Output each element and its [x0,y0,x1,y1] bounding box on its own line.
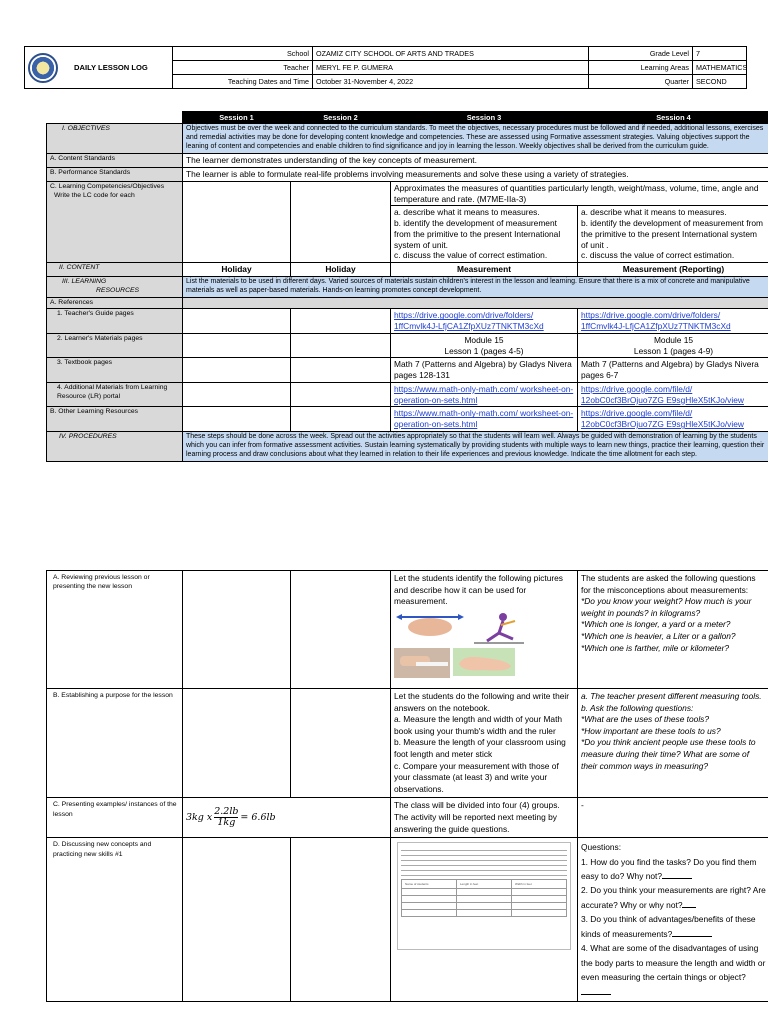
competency-item: c. discuss the value of correct estimation. [394,250,548,261]
content-s4: Measurement (Reporting) [578,263,768,277]
step-b-item: Let the students do the following and write their answers on the notebook. [394,691,570,713]
other-label: B. Other Learning Resources [47,407,183,432]
measurement-pictures [394,611,574,678]
resources-label-1: III. LEARNING [62,277,107,285]
content-s3: Measurement [391,263,578,277]
objectives-text: Objectives must be over the week and connected to the curriculum standards. To meet the objectives, necessary procedures must be followed and if needed, additional lessons, exercises and remedial activities may be done for developing content knowledge and competencies. These are assessed using Formative assessment strategies. Valuing objectives support the leaning of content and competencies and enable children to find significance and joy in learning the lesson. Weekly objectives shall be derived from the curriculum guide. [183,124,768,154]
procedures-label: IV. PROCEDURES [47,431,183,461]
step-d-item: Questions: [581,842,622,853]
worksheet-col-header: Name of students [402,880,457,889]
lm-s1 [183,333,291,358]
procedures-text: These steps should be done across the week. Spread out the activities appropriately so that the students will learn well. Always be guided with demonstration of learning by the students which you can infer from formative assessment activities. Sustain learning systematically by providing students with multiple ways to learn new things, practice their learning, question their learning process and draw conclusions about what they learned in relation to their life experiences and previous knowledge. Indicate the time allotment for each step. [183,431,768,461]
competencies-s1 [183,181,291,262]
competency-item: c. discuss the value of correct estimation. [581,250,735,261]
step-c-s3: The class will be divided into four (4) groups. The activity will be reported next meeting by answering the guide questions. [391,798,578,838]
competencies-s4 [578,206,768,263]
step-a-s3-text: Let the students identify the following pictures and describe how it can be used for measurement. [394,573,563,607]
competencies-title: C. Learning Competencies/Objectives [50,182,165,190]
question-item: *Which one is farther, mile or kilometer? [581,642,730,653]
lm-label: 2. Learner's Materials pages [47,333,183,358]
step-b-item: *How important are these tools to us? [581,725,721,736]
tg-s2 [291,309,391,334]
tb-label: 3. Textbook pages [47,358,183,383]
session-4-header: Session 4 [578,112,768,124]
step-b-item: *What are the uses of these tools? [581,714,710,725]
grade-label: Grade Level [589,47,693,61]
step-b-item: *Do you think ancient people use these tools to measure during their time? What are some of their common ways in measuring? [581,737,756,771]
lesson-table [46,111,768,462]
quarter-value: SECOND [693,75,747,89]
area-value: MATHEMATICS [693,61,747,75]
lm-s2 [291,333,391,358]
other-s4 [578,407,768,432]
competency-item: a. describe what it means to measures. [394,207,540,218]
grade-value: 7 [693,47,747,61]
lesson-log-header [24,46,747,89]
lm-s3 [391,333,578,358]
step-a-s2 [291,571,391,689]
content-standards-label: A. Content Standards [47,154,183,168]
foot-picture [453,648,515,676]
step-c-label: C. Presenting examples/ instances of the lesson [47,798,183,838]
performance-standards-label: B. Performance Standards [47,168,183,182]
tg-s3-link[interactable]: https://drive.google.com/drive/folders/ 1ffCmvlk4J-LfjCA1ZfpXUz7TNKTM3cXd [394,310,544,332]
am-label: 4. Additional Materials from Learning Resource (LR) portal [47,382,183,407]
content-label: II. CONTENT [47,263,183,277]
lm-s4-module: Module 15 [653,334,694,345]
content-standards-text: The learner demonstrates understanding of the key concepts of measurement. [183,154,768,168]
tg-s1 [183,309,291,334]
resources-label [47,276,183,297]
am-s4-link[interactable]: https://drive.google.com/file/d/ 12obC0cf3BrOjuo7ZG E9sgHleX5tKJo/view [581,383,744,405]
am-s1 [183,382,291,407]
formula-fraction [214,807,238,829]
lm-s4 [578,333,768,358]
step-b-item: a. The teacher present different measuring tools. [581,691,762,701]
dates-label: Teaching Dates and Time [173,75,313,89]
competencies-text: Approximates the measures of quantities particularly length, weight/mass, volume, time, angle and temperature and rate. (M7ME-IIa-3) [391,181,768,206]
runner-picture [469,611,529,645]
other-s2 [291,407,391,432]
step-a-label: A. Reviewing previous lesson or presenting the new lesson [47,571,183,689]
worksheet-table [401,879,567,917]
other-s3 [391,407,578,432]
competency-item: b. identify the development of measurement from the primitive to the present International system of unit. [394,218,561,250]
page-title: DAILY LESSON LOG [74,63,148,72]
session-3-header: Session 3 [391,112,578,124]
area-label: Learning Areas [589,61,693,75]
references-spacer [183,297,768,309]
am-s3-link[interactable]: https://www.math-only-math.com/ worksheet-on-operation-on-sets.html [394,383,574,405]
corner-cell [47,112,183,124]
worksheet-col-header: Length in feet [457,880,512,889]
formula-result: = 6.6lb [240,811,276,823]
teacher-label: Teacher [173,61,313,75]
school-label: School [173,47,313,61]
step-c-s4: - [578,798,768,838]
am-s4 [578,382,768,407]
tg-s4-link[interactable]: https://drive.google.com/drive/folders/ 1ffCmvlk4J-LfjCA1ZfpXUz7TNKTM3cXd [581,310,731,332]
step-b-s2 [291,689,391,798]
resources-label-2: RESOURCES [96,286,140,294]
other-s1 [183,407,291,432]
competency-item: b. identify the development of measurement from the primitive to the present International system of unit . [581,218,764,250]
step-d-s4 [578,838,768,1002]
step-d-item: 2. Do you think your measurements are right? Are accurate? Why or why not? [581,885,766,910]
step-a-s4-intro: The students are asked the following questions for the misconceptions about measurements: [581,573,756,595]
tg-s3 [391,309,578,334]
lm-s3-module: Module 15 [464,334,504,345]
tg-s4 [578,309,768,334]
tb-s3: Math 7 (Patterns and Algebra) by Gladys Nivera pages 128-131 [391,358,578,383]
step-b-item: b. Measure the length of your classroom using foot length and meter stick [394,737,566,759]
procedures-table [46,570,768,1002]
step-d-item: 4. What are some of the disadvantages of using the body parts to measure the length and width or even measuring the certain things or object? [581,941,766,999]
logo-cell [25,47,173,89]
performance-standards-text: The learner is able to formulate real-life problems involving measurements and solve these using a variety of strategies. [183,168,768,182]
teacher-value: MERYL FE P. GUMERA [313,61,589,75]
am-s3 [391,382,578,407]
step-b-item: c. Compare your measurement with those of your classmate (at least 3) and write your observations. [394,760,559,794]
session-2-header: Session 2 [291,112,391,124]
step-a-s4 [578,571,768,689]
worksheet-thumbnail [397,842,571,950]
step-d-s2 [291,838,391,1002]
formula-lead: 3kg x [186,811,213,823]
step-d-item: 3. Do you think of advantages/benefits of these kinds of measurements? [581,914,756,939]
resources-text: List the materials to be used in different days. Varied sources of materials sustain children's interest in the lesson and learning. Ensure that there is a mix of concrete and manipulative materials as well as paper-based materials. Hands-on learning promotes concept development. [183,276,768,297]
content-s2: Holiday [291,263,391,277]
competencies-s3 [391,206,578,263]
step-a-s1 [183,571,291,689]
am-s2 [291,382,391,407]
objectives-label: I. OBJECTIVES [47,124,183,154]
step-b-s1 [183,689,291,798]
quarter-label: Quarter [589,75,693,89]
step-b-label: B. Establishing a purpose for the lesson [47,689,183,798]
formula-denominator: 1kg [217,817,236,829]
step-d-item: 1. How do you find the tasks? Do you find them easy to do? Why not? [581,856,757,882]
content-s1: Holiday [183,263,291,277]
step-b-item: b. Ask the following questions: [581,702,694,713]
competencies-label [47,181,183,262]
dates-value: October 31-November 4, 2022 [313,75,589,89]
step-d-label: D. Discussing new concepts and practicing new skills #1 [47,838,183,1002]
formula-numerator: 2.2lb [214,805,239,817]
step-d-s1 [183,838,291,1002]
step-c-formula-cell [183,798,391,838]
deped-seal-icon [28,53,58,83]
competency-item: a. describe what it means to measures. [581,207,727,218]
references-label: A. References [47,297,183,309]
other-s3-link[interactable]: https://www.math-only-math.com/ worksheet-on-operation-on-sets.html [394,408,574,430]
school-value: OZAMIZ CITY SCHOOL OF ARTS AND TRADES [313,47,589,61]
step-b-s4 [578,689,768,798]
question-item: *Which one is longer, a yard or a meter? [581,619,731,630]
hand-span-picture [394,611,466,639]
step-b-s3 [391,689,578,798]
competencies-sublabel: Write the LC code for each [54,191,135,199]
tg-label: 1. Teacher's Guide pages [47,309,183,334]
tb-s4: Math 7 (Patterns and Algebra) by Gladys Nivera pages 6-7 [578,358,768,383]
other-s4-link[interactable]: https://drive.google.com/file/d/ 12obC0cf3BrOjuo7ZG E9sgHleX5tKJo/view [581,408,744,430]
thumb-ruler-picture [394,648,450,678]
lm-s4-lesson: Lesson 1 (pages 4-9) [633,345,714,356]
competencies-s2 [291,181,391,262]
session-1-header: Session 1 [183,112,291,124]
question-item: *Do you know your weight? How much is your weight in pounds? in kilograms? [581,596,752,618]
step-b-item: a. Measure the length and width of your Math book using your thumb's width and the ruler [394,714,563,736]
lm-s3-lesson: Lesson 1 (pages 4-5) [444,345,524,356]
tb-s2 [291,358,391,383]
worksheet-col-header: Width in feet [512,880,567,889]
question-item: *Which one is heavier, a Liter or a gallon? [581,630,736,641]
step-d-s3 [391,838,578,1002]
step-a-s3 [391,571,578,689]
tb-s1 [183,358,291,383]
